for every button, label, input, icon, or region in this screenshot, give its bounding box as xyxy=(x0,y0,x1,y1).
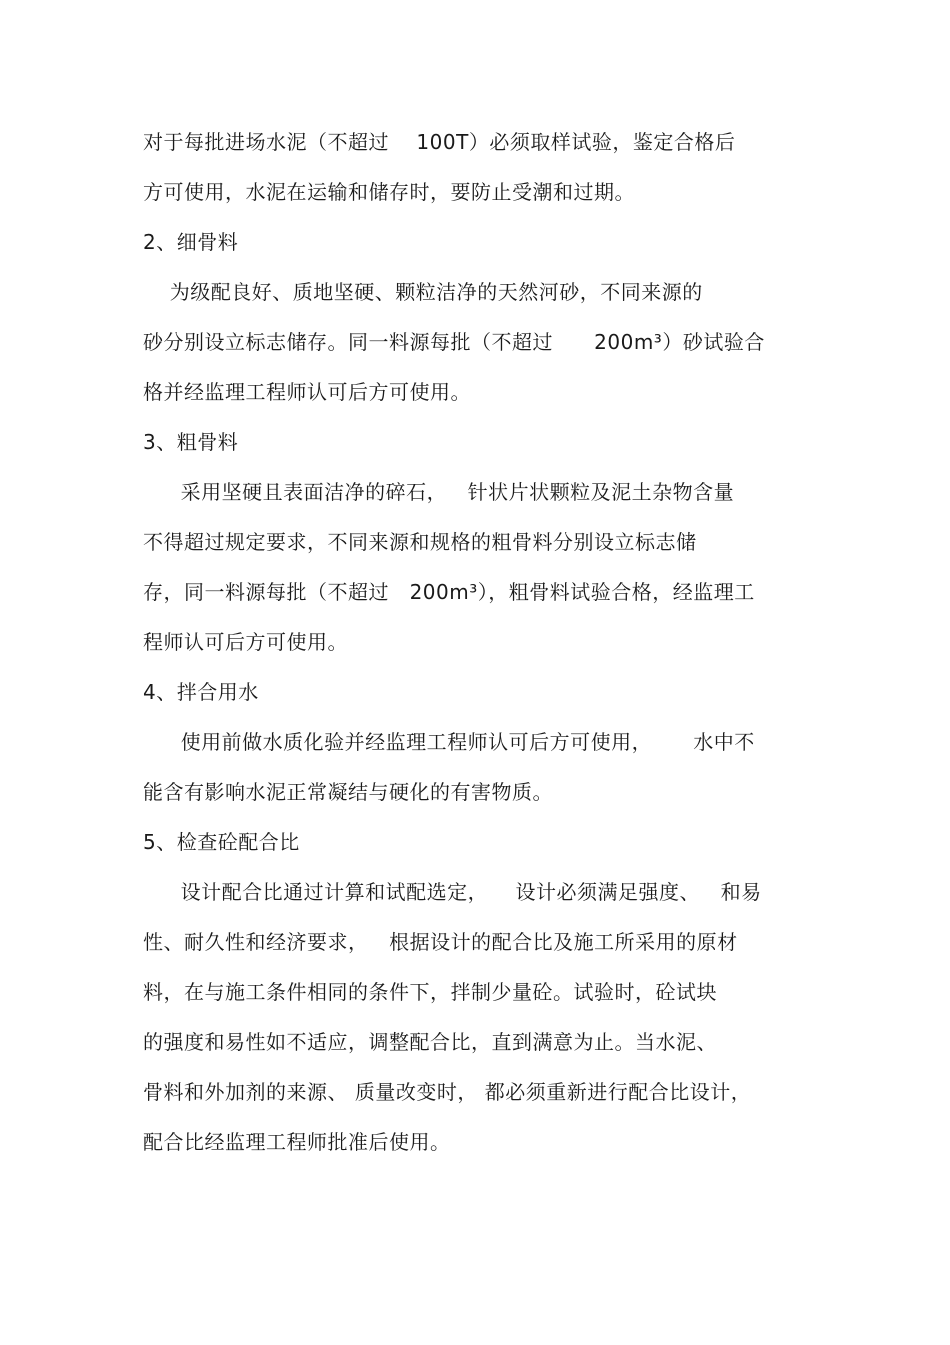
paragraph-line: 存，同一料源每批（不超过 200m³），粗骨料试验合格，经监理工 xyxy=(143,580,755,604)
section-heading: 5、检查砼配合比 xyxy=(143,830,300,854)
section-heading: 3、粗骨料 xyxy=(143,430,239,454)
paragraph-line: 砂分别设立标志储存。同一料源每批（不超过 200m³）砂试验合 xyxy=(143,330,765,354)
paragraph-line: 骨料和外加剂的来源、 质量改变时， 都必须重新进行配合比设计， xyxy=(143,1080,752,1104)
paragraph-line: 格并经监理工程师认可后方可使用。 xyxy=(143,380,471,404)
paragraph-line: 采用坚硬且表面洁净的碎石， 针状片状颗粒及泥土杂物含量 xyxy=(160,480,735,504)
paragraph-line: 不得超过规定要求，不同来源和规格的粗骨料分别设立标志储 xyxy=(143,530,697,554)
paragraph-line: 为级配良好、质地坚硬、颗粒洁净的天然河砂，不同来源的 xyxy=(156,280,703,304)
paragraph-line: 料，在与施工条件相同的条件下，拌制少量砼。试验时，砼试块 xyxy=(143,980,717,1004)
paragraph-line: 的强度和易性如不适应，调整配合比，直到满意为止。当水泥、 xyxy=(143,1030,717,1054)
paragraph-line: 使用前做水质化验并经监理工程师认可后方可使用， 水中不 xyxy=(160,730,755,754)
paragraph-line: 性、耐久性和经济要求， 根据设计的配合比及施工所采用的原材 xyxy=(143,930,738,954)
paragraph-line: 对于每批进场水泥（不超过 100T）必须取样试验，鉴定合格后 xyxy=(143,130,736,154)
paragraph-line: 程师认可后方可使用。 xyxy=(143,630,348,654)
paragraph-line: 设计配合比通过计算和试配选定， 设计必须满足强度、 和易 xyxy=(160,880,762,904)
section-heading: 2、细骨料 xyxy=(143,230,239,254)
section-heading: 4、拌合用水 xyxy=(143,680,259,704)
paragraph-line: 能含有影响水泥正常凝结与硬化的有害物质。 xyxy=(143,780,553,804)
paragraph-line: 配合比经监理工程师批准后使用。 xyxy=(143,1130,451,1154)
paragraph-line: 方可使用，水泥在运输和储存时，要防止受潮和过期。 xyxy=(143,180,635,204)
